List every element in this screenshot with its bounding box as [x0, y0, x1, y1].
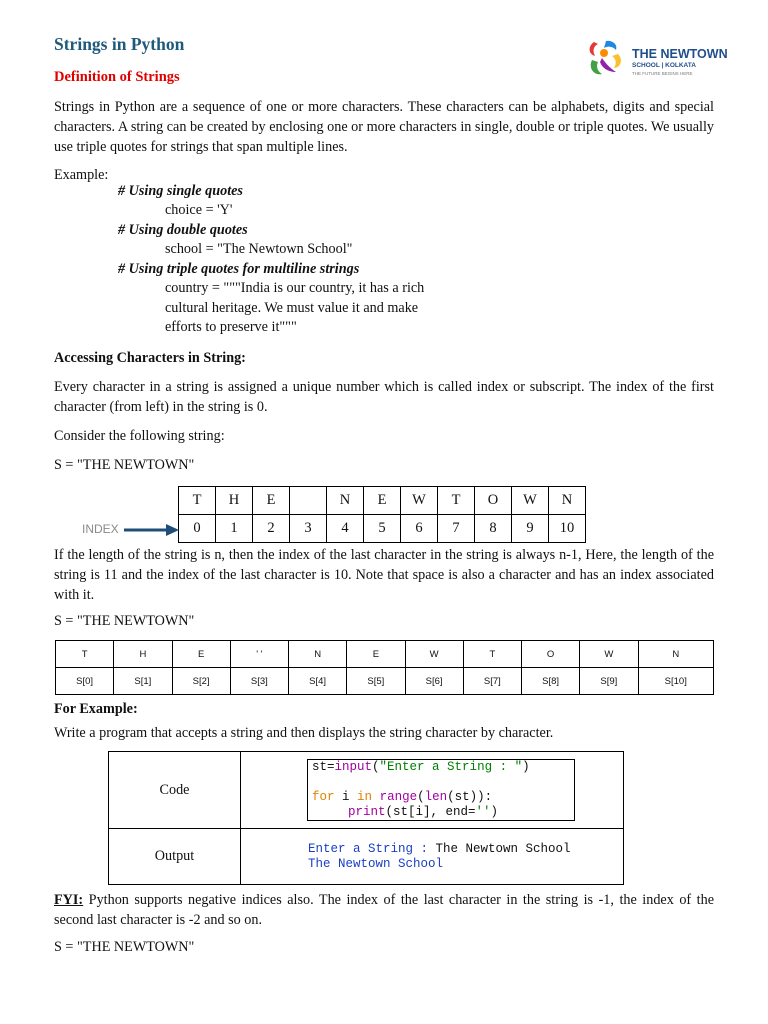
school-logo — [584, 38, 728, 84]
comment-triple-quotes: # Using triple quotes for multiline strings — [118, 261, 360, 277]
index-cell: 1 — [216, 515, 253, 543]
string-assignment-1: S = "THE NEWTOWN" — [54, 457, 195, 473]
code-line-2: for i in range(len(st)): — [312, 790, 493, 804]
program-description: Write a program that accepts a string and then displays the string character by character. — [54, 725, 554, 741]
code-double-quotes: school = "The Newtown School" — [165, 241, 353, 257]
index-cell: 9 — [512, 515, 549, 543]
subscript-cell: S[10] — [638, 668, 714, 695]
subscript-cell: S[8] — [522, 668, 580, 695]
accessing-heading: Accessing Characters in String: — [54, 350, 246, 366]
index-arrow-icon — [124, 522, 180, 538]
char-cell: N — [549, 487, 586, 515]
index-cell: 8 — [475, 515, 512, 543]
code-triple-line-1: country = """India is our country, it has a rich — [165, 280, 425, 296]
for-example-heading: For Example: — [54, 701, 138, 717]
index-cell: 5 — [364, 515, 401, 543]
char-cell: N — [638, 641, 714, 668]
logo-sub: SCHOOL | KOLKATA — [632, 62, 696, 69]
output-line-1: Enter a String : The Newtown School — [308, 841, 571, 856]
subscript-cell: S[3] — [230, 668, 288, 695]
code-triple-line-2: cultural heritage. We must value it and make — [165, 300, 419, 316]
definition-heading: Definition of Strings — [54, 69, 180, 85]
output-row — [109, 829, 624, 885]
char-cell: N — [289, 641, 347, 668]
fyi-paragraph — [54, 890, 714, 930]
fyi-text: Python supports negative indices also. The index of the last character in the string is -1, the index of the second last character is -2 and so on. — [54, 892, 714, 928]
char-cell: O — [522, 641, 580, 668]
char-cell: W — [401, 487, 438, 515]
code-cell — [241, 752, 624, 829]
comment-single-quotes: # Using single quotes — [118, 183, 243, 199]
logo-tagline: THE FUTURE BEGINS HERE — [632, 71, 693, 76]
subscript-cell: S[2] — [172, 668, 230, 695]
logo-brand: THE NEWTOWN — [632, 47, 728, 61]
code-block — [307, 759, 575, 821]
definition-paragraph: Strings in Python are a sequence of one or more characters. These characters can be alphabets, digits and special characters. A string can be created by enclosing one or more characters in single, double or triple quotes. We usually use triple quotes for strings that span multiple lines. — [54, 99, 714, 155]
char-cell: W — [512, 487, 549, 515]
code-output-table — [108, 751, 624, 885]
char-row — [56, 641, 714, 668]
index-cell: 4 — [327, 515, 364, 543]
char-cell: O — [475, 487, 512, 515]
char-cell: W — [580, 641, 638, 668]
output-label: Output — [109, 829, 241, 885]
char-cell: T — [56, 641, 114, 668]
output-cell — [241, 829, 624, 885]
char-cell: E — [172, 641, 230, 668]
index-cell: 7 — [438, 515, 475, 543]
code-single-quotes: choice = 'Y' — [165, 202, 233, 218]
char-cell: T — [438, 487, 475, 515]
index-cell: 2 — [253, 515, 290, 543]
char-cell: H — [216, 487, 253, 515]
char-cell: N — [327, 487, 364, 515]
example-label: Example: — [54, 167, 109, 183]
char-cell: E — [347, 641, 405, 668]
char-cell: T — [463, 641, 521, 668]
subscript-cell: S[0] — [56, 668, 114, 695]
code-row — [109, 752, 624, 829]
logo-emblem-icon — [584, 38, 628, 80]
char-row — [179, 487, 586, 515]
code-line-1: st=input("Enter a String : ") — [312, 760, 530, 774]
char-cell: E — [364, 487, 401, 515]
subscript-cell: S[7] — [463, 668, 521, 695]
length-paragraph: If the length of the string is n, then the index of the last character in the string is always n-1, Here, the length of the string is 11 and the index of the last character is 10. Note that space is also a character and has an index associated with it. — [54, 547, 714, 603]
code-triple-line-3: efforts to preserve it""" — [165, 319, 297, 335]
code-label: Code — [109, 752, 241, 829]
subscript-cell: S[4] — [289, 668, 347, 695]
char-cell: H — [114, 641, 172, 668]
index-cell: 0 — [179, 515, 216, 543]
code-line-blank — [312, 775, 570, 790]
subscript-cell: S[1] — [114, 668, 172, 695]
output-line-2: The Newtown School — [308, 856, 444, 871]
page-title: Strings in Python — [54, 34, 185, 54]
index-row — [179, 515, 586, 543]
subscript-cell: S[5] — [347, 668, 405, 695]
fyi-label: FYI: — [54, 892, 84, 908]
string-assignment-2: S = "THE NEWTOWN" — [54, 613, 195, 629]
index-table — [178, 486, 586, 543]
index-cell: 6 — [401, 515, 438, 543]
char-cell — [290, 487, 327, 515]
code-line-3: print(st[i], end='') — [348, 805, 499, 819]
index-label: INDEX — [82, 522, 119, 536]
char-cell: T — [179, 487, 216, 515]
subscript-cell: S[6] — [405, 668, 463, 695]
comment-double-quotes: # Using double quotes — [118, 222, 248, 238]
string-assignment-3: S = "THE NEWTOWN" — [54, 939, 195, 955]
accessing-paragraph: Every character in a string is assigned a unique number which is called index or subscript. The index of the first character (from left) in the string is 0. — [54, 379, 714, 415]
index-cell: 3 — [290, 515, 327, 543]
char-cell: W — [405, 641, 463, 668]
subscript-row — [56, 668, 714, 695]
consider-text: Consider the following string: — [54, 428, 225, 444]
char-cell: E — [253, 487, 290, 515]
subscript-cell: S[9] — [580, 668, 638, 695]
subscript-table — [55, 640, 714, 695]
char-cell: ' ' — [230, 641, 288, 668]
index-cell: 10 — [549, 515, 586, 543]
